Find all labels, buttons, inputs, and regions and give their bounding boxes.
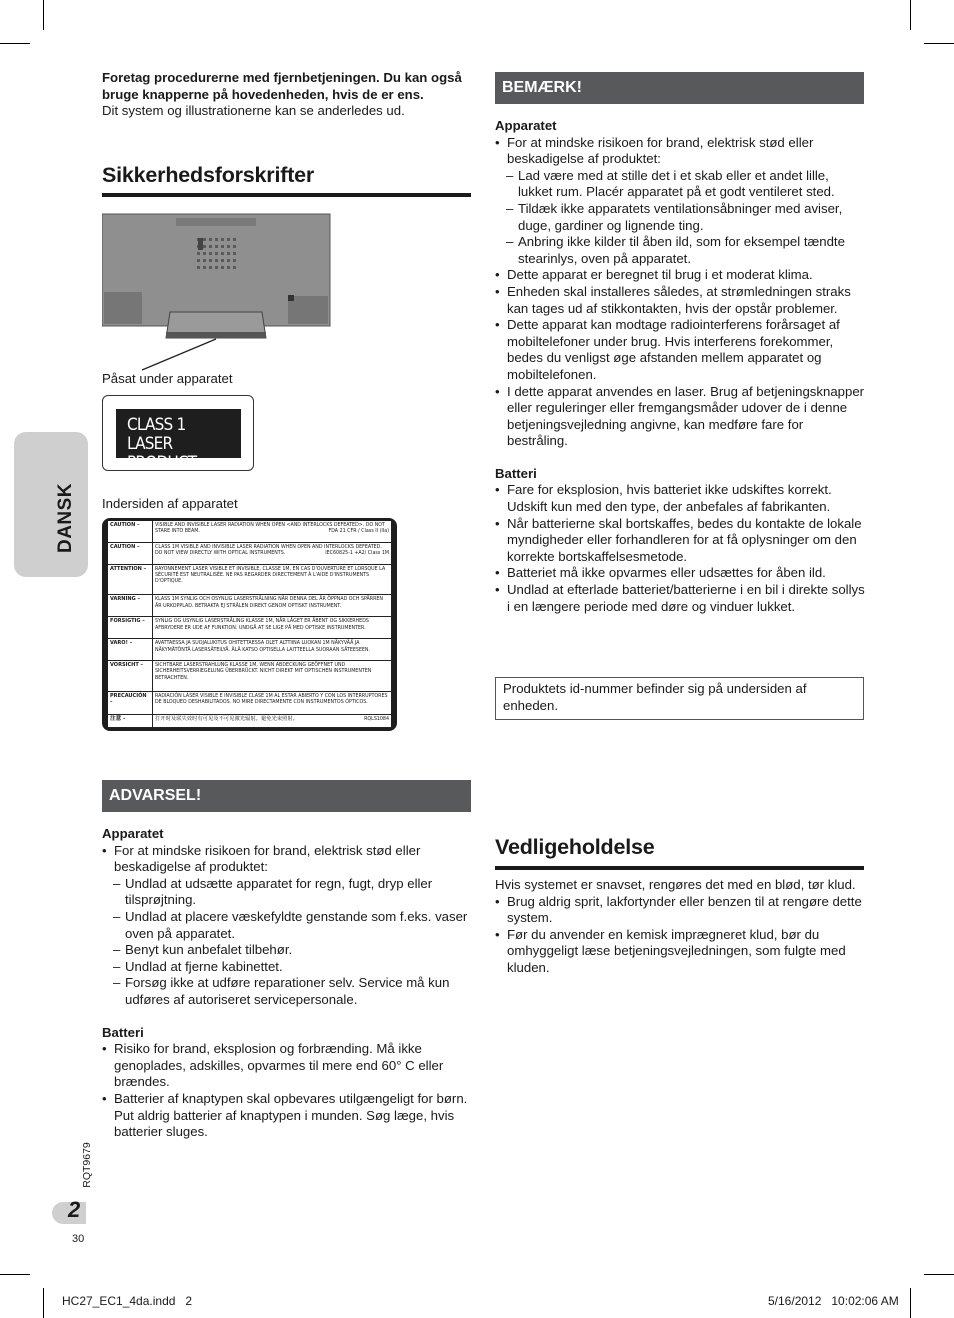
list-item: • Batterier af knaptypen skal opbevares utilgængeligt for børn. Put aldrig batterier af knaptypen i munden. Søg læge, hvis batterier sluges.: [102, 1091, 472, 1141]
list-item: [495, 135, 865, 268]
warning-text-cell: [153, 692, 392, 715]
warning-text: KLASS 1M SYNLIG OCH OSYNLIG LASERSTRÅLNING NÄR DENNA DEL ÄR ÖPPNAD OCH SPÄRREN ÄR URKOPPLAD. BETRAKTA EJ STRÅLEN DIREKT GENOM OPTISKT INSTRUMENT.: [155, 596, 383, 609]
warning-row: [108, 595, 391, 617]
warning-row: [108, 639, 391, 661]
list-item-text: For at mindske risikoen for brand, elektrisk stød eller beskadigelse af produktet:: [114, 842, 421, 875]
warning-key: 注意 –: [108, 714, 153, 727]
warning-text: VISIBLE AND INVISIBLE LASER RADIATION WHEN OPEN <AND INTERLOCKS DEFEATED>. DO NOT STARE INTO BEAM.: [155, 522, 385, 535]
bemaerk-bar: BEMÆRK!: [495, 72, 864, 104]
class1-line2: LASER PRODUCT: [127, 434, 197, 473]
caption-under: Påsat under apparatet: [102, 371, 233, 386]
advarsel-bar: ADVARSEL!: [102, 780, 471, 812]
warning-text: AVATTAESSA JA SUOJALUKITUS OHITETTAESSA OLET ALTTIINA LUOKAN 1M NÄKYVÄÄ JA NÄKYMÄTÖNTÄ LASERSÄTEILYÄ. ÄLÄ KATSO OPTISELLA LAITTEELLA SUORAAN SÄTEESEEN.: [155, 640, 371, 653]
warning-text-cell: [153, 714, 392, 727]
list-item: • Batteriet må ikke opvarmes eller udsættes for åben ild.: [495, 565, 865, 582]
warning-ref: IEC60825-1 +A2/ Class 1M: [325, 549, 389, 556]
footer-file: HC27_EC1_4da.indd 2: [62, 1294, 193, 1308]
doc-code: RQT9679: [81, 1142, 93, 1188]
warning-text-cell: [153, 521, 392, 542]
product-id-box: Produktets id-nummer befinder sig på undersiden af enheden.: [495, 677, 864, 720]
advarsel-apparatet-list: [102, 843, 472, 1009]
list-item: – Undlad at placere væskefyldte genstande som f.eks. vaser oven på apparatet.: [102, 909, 472, 942]
warning-text-cell: [153, 595, 392, 617]
warning-row: [108, 661, 391, 692]
list-item: – Forsøg ikke at udføre reparationer selv. Service må kun udføres af autoriseret servicepersonale.: [102, 975, 472, 1008]
list-item: • I dette apparat anvendes en laser. Brug af betjeningsknapper eller reguleringer eller fremgangsmåder udover de i denne betjeningsvejledning angivne, kan medføre fare for bestråling.: [495, 384, 865, 450]
warning-key: CAUTION –: [108, 542, 153, 564]
class1-line1: CLASS 1: [127, 415, 186, 435]
device-illustration: [102, 212, 332, 372]
warning-ref: RQLS1084: [364, 715, 389, 722]
class1-label: [116, 409, 241, 473]
warning-key: PRECAUCIÓN –: [108, 692, 153, 715]
warning-row: [108, 692, 391, 715]
warning-ref: FDA 21 CFR / Class II (IIa): [328, 528, 389, 535]
warning-text-cell: [153, 564, 392, 595]
laser-warning-rows: [108, 521, 391, 728]
warning-text-cell: [153, 639, 392, 661]
advarsel-batteri-head: Batteri: [102, 1024, 144, 1040]
maintenance-intro: Hvis systemet er snavset, rengøres det med en blød, tør klud.: [495, 877, 856, 892]
page-number-small: 30: [72, 1233, 85, 1245]
warning-row: [108, 542, 391, 564]
warning-key: VARNING –: [108, 595, 153, 617]
list-item: – Anbring ikke kilder til åben ild, som for eksempel tændte stearinlys, oven på apparatet.: [495, 234, 865, 267]
warning-text: RADIACIÓN LÁSER VISIBLE E INVISIBLE CLASE 1M AL ESTAR ABIERTO Y CON LOS INTERRUPTORES DE BLOQUEO DESHABILITADOS. NO MIRE DIRECTAMENTE CON INSTRUMENTOS ÓPTICOS.: [155, 693, 388, 706]
list-item: – Undlad at udsætte apparatet for regn, fugt, dryp eller tilsprøjtning.: [102, 876, 472, 909]
page-number: 2: [68, 1197, 81, 1222]
list-item: • Enheden skal installeres således, at strømledningen straks kan tages ud af stikkontakten, hvis der opstår problemer.: [495, 284, 865, 317]
bemaerk-apparatet-head: Apparatet: [495, 118, 557, 133]
intro-normal: Dit system og illustrationerne kan se anderledes ud.: [102, 103, 405, 119]
warning-text-cell: [153, 661, 392, 692]
warning-text: CLASS 1M VISIBLE AND INVISIBLE LASER RADIATION WHEN OPEN AND INTERLOCKS DEFEATED. DO NOT VIEW DIRECTLY WITH OPTICAL INSTRUMENTS.: [155, 543, 382, 556]
maintenance-heading-rule: [495, 866, 864, 870]
intro-bold: Foretag procedurerne med fjernbetjeningen. Du kan også bruge knapperne på hovedenheden, hvis de er ens.: [102, 70, 462, 102]
warning-row: [108, 564, 391, 595]
laser-warning-table: [108, 521, 391, 728]
list-item: – Lad være med at stille det i et skab eller et andet lille, lukket rum. Placér apparatet på et godt ventileret sted.: [495, 168, 865, 201]
warning-key: VORSICHT –: [108, 661, 153, 692]
bemaerk-batteri-list: [495, 482, 865, 615]
maintenance-heading: Vedligeholdelse: [495, 835, 655, 859]
warning-text: 打开时及联失效时有可见及不可见激光辐射。避免光束照射。: [155, 715, 299, 722]
bemaerk-apparatet-list: [495, 135, 865, 450]
list-item-text: For at mindske risikoen for brand, elektrisk stød eller beskadigelse af produktet:: [507, 134, 814, 167]
warning-text: SICHTBARE LASERSTRAHLUNG KLASSE 1M, WENN ABDECKUNG GEÖFFNET UND SICHERHEITSVERRIEGELUNG ÜBERBRÜCKT. NICHT DIREKT MIT OPTISCHEN INSTRUMENTEN BETRACHTEN.: [155, 662, 372, 681]
advarsel-dash-list: [102, 876, 472, 1009]
safety-heading-rule: [102, 193, 471, 197]
list-item: • Dette apparat er beregnet til brug i et moderat klima.: [495, 267, 865, 284]
list-item: • Når batterierne skal bortskaffes, bedes du kontakte de lokale myndigheder eller forhandleren for at få oplysninger om den korrekte bortskaffelsesmetode.: [495, 516, 865, 566]
warning-key: VARO! –: [108, 639, 153, 661]
language-tab-label: DANSK: [55, 482, 76, 554]
intro-text: [102, 70, 474, 120]
advarsel-body: [102, 826, 472, 1141]
list-item: – Benyt kun anbefalet tilbehør.: [102, 942, 472, 959]
list-item: – Tildæk ikke apparatets ventilationsåbninger med aviser, duge, gardiner og lignende ting.: [495, 201, 865, 234]
warning-row: [108, 521, 391, 542]
advarsel-apparatet-head: Apparatet: [102, 826, 164, 841]
list-item: • Fare for eksplosion, hvis batteriet ikke udskiftes korrekt. Udskift kun med den type, der anbefales af fabrikanten.: [495, 482, 865, 515]
warning-row: [108, 714, 391, 727]
bemaerk-dash-list: [495, 168, 865, 268]
warning-text: RAYONNEMENT LASER VISIBLE ET INVISIBLE, CLASSE 1M, EN CAS D'OUVERTURE ET LORSQUE LA SÉCURITÉ EST NEUTRALISÉE. NE PAS REGARDER DIRECTEMENT À L'AIDE D'INSTRUMENTS D'OPTIQUE.: [155, 565, 386, 585]
warning-key: FORSIGTIG –: [108, 617, 153, 639]
list-item: • Undlad at efterlade batteriet/batterierne i en bil i direkte sollys i en længere periode med døre og vinduer lukket.: [495, 582, 865, 615]
warning-key: CAUTION –: [108, 521, 153, 542]
list-item: – Undlad at fjerne kabinettet.: [102, 959, 472, 976]
maintenance-body: [495, 877, 865, 977]
advarsel-batteri-list: [102, 1041, 472, 1141]
laser-warning-label: [102, 518, 397, 731]
warning-row: [108, 617, 391, 639]
list-item: • Risiko for brand, eksplosion og forbrænding. Må ikke genoplades, adskilles, opvarmes til mere end 60° C eller brændes.: [102, 1041, 472, 1091]
warning-text-cell: [153, 542, 392, 564]
warning-key: ATTENTION –: [108, 564, 153, 595]
bemaerk-body: [495, 118, 865, 615]
warning-text-cell: [153, 617, 392, 639]
footer-date: 5/16/2012 10:02:06 AM: [768, 1294, 899, 1308]
list-item: • Før du anvender en kemisk imprægneret klud, bør du omhyggeligt læse betjeningsvejledningen, som fulgte med kluden.: [495, 927, 865, 977]
list-item: [102, 843, 472, 1009]
maintenance-list: [495, 894, 865, 977]
list-item: • Brug aldrig sprit, lakfortynder eller benzen til at rengøre dette system.: [495, 894, 865, 927]
safety-heading: Sikkerhedsforskrifter: [102, 163, 315, 187]
caption-inside: Indersiden af apparatet: [102, 496, 238, 511]
bemaerk-batteri-head: Batteri: [495, 465, 537, 481]
warning-text: SYNLIG OG USYNLIG LASERSTRÅLING KLASSE 1M, NÅR LÅGET ER ÅBENT OG SIKKERHEDS AFBRYDERE ER UDE AF FUNKTION. UNDGÅ AT SE LIGE PÅ MED OPTISKE INSTRUMENTER.: [155, 618, 369, 631]
list-item: • Dette apparat kan modtage radiointerferens forårsaget af mobiltelefoner under brug. Hvis interferens forekommer, bedes du venligst øge afstanden mellem apparatet og mobiltelefonen.: [495, 317, 865, 383]
